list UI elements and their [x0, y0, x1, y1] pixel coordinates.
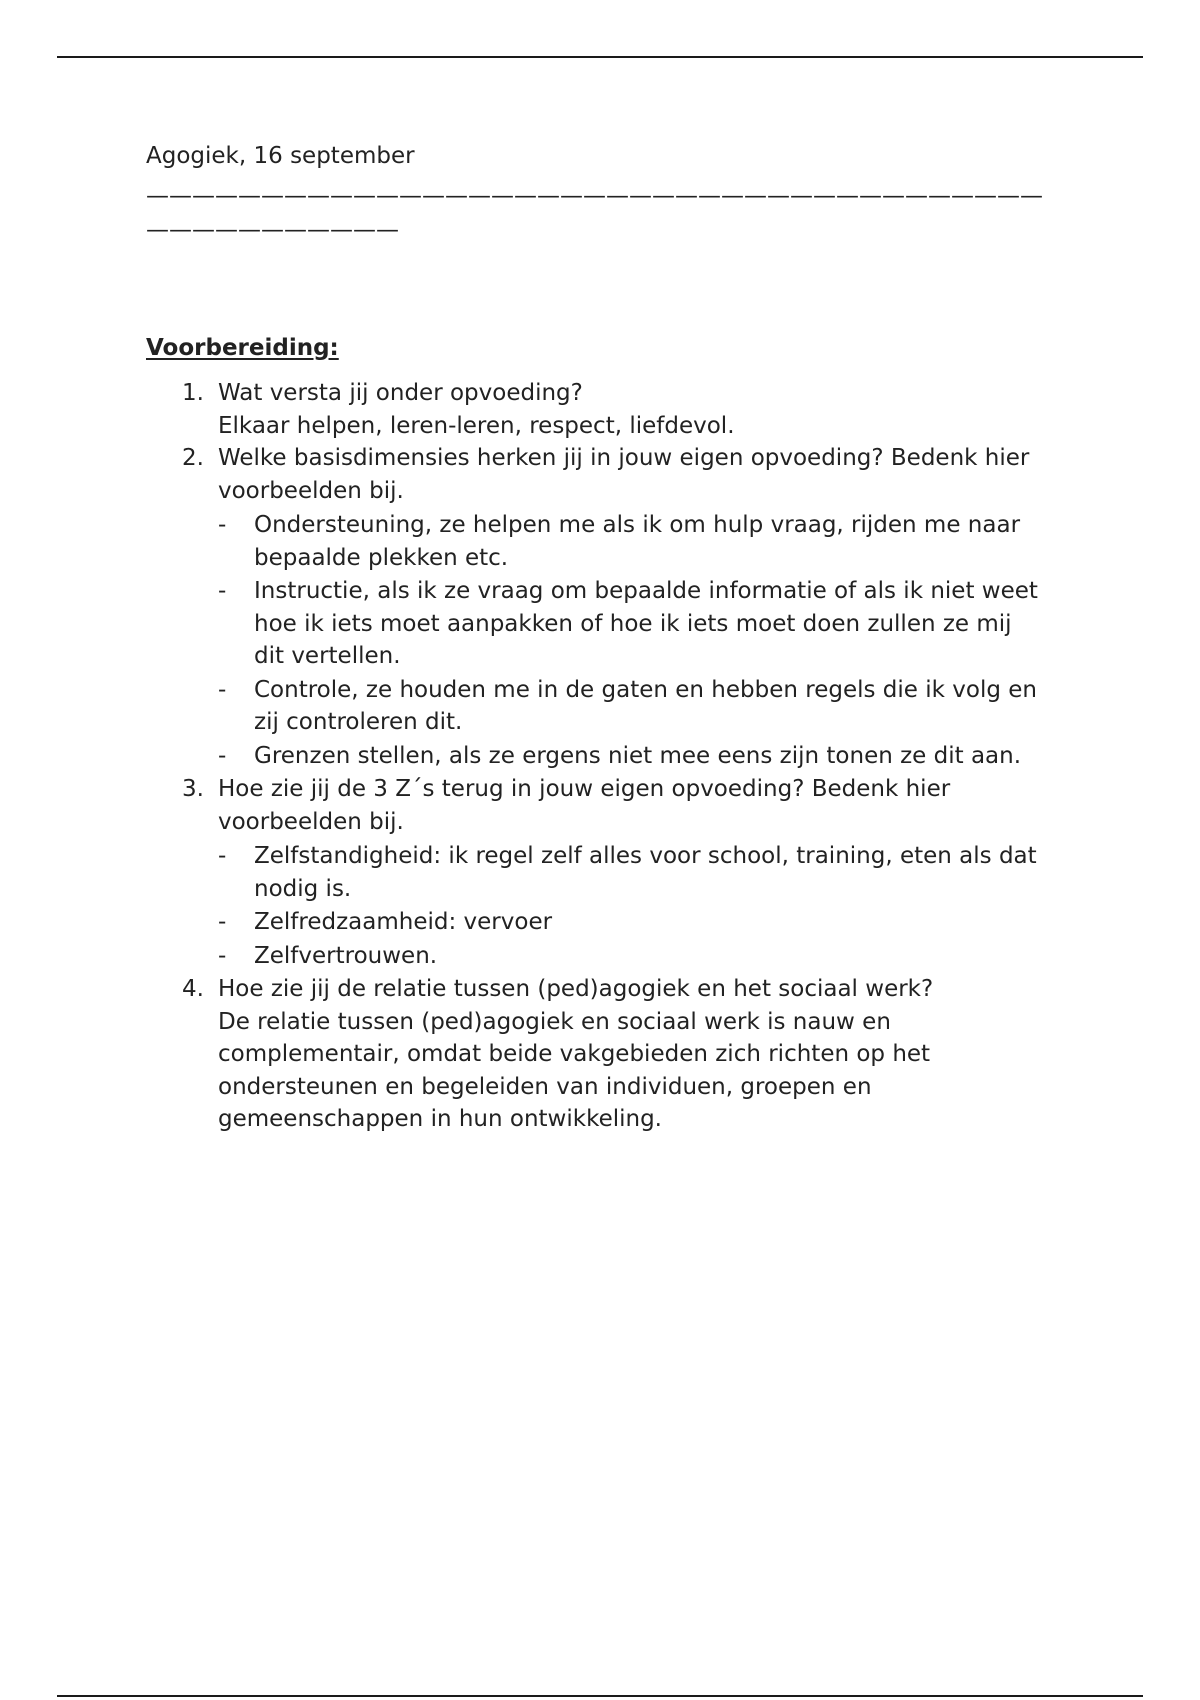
bullet-dash: - [218, 843, 227, 869]
question-text: Hoe zie jij de 3 Z´s terug in jouw eigen opvoeding? Bedenk hier voorbeelden bij. [218, 776, 951, 835]
bullet-dash: - [218, 909, 227, 935]
answer-bullet [218, 840, 1046, 905]
bullet-dash: - [218, 742, 227, 769]
bullet-text: Instructie, als ik ze vraag om bepaalde informatie of als ik niet weet hoe ik iets moet aanpakken of hoe ik iets moet doen zullen ze mij dit vertellen. [254, 578, 1038, 669]
question-item [146, 973, 1046, 1136]
answer-bullet [218, 940, 1046, 973]
question-item [146, 773, 1046, 972]
answer-bullet [218, 575, 1046, 673]
section-heading: Voorbereiding: [146, 334, 339, 361]
question-number: 3. [182, 776, 204, 802]
answer-bullet [218, 509, 1046, 574]
bullet-dash: - [218, 676, 227, 703]
bullet-dash: - [218, 512, 227, 538]
answer-bullet [218, 740, 1046, 773]
question-item [146, 442, 1046, 772]
page-bottom-rule [57, 1695, 1143, 1697]
question-text: Hoe zie jij de relatie tussen (ped)agogiek en het sociaal werk? [218, 976, 934, 1002]
bullet-text: Zelfstandigheid: ik regel zelf alles voor school, training, eten als dat nodig is. [254, 843, 1037, 902]
document-body [146, 140, 1046, 1136]
bullet-text: Controle, ze houden me in de gaten en hebben regels die ik volg en zij controleren dit. [254, 676, 1037, 735]
question-text: Wat versta jij onder opvoeding? [218, 380, 583, 406]
question-number: 1. [182, 380, 204, 406]
bullet-text: Zelfredzaamheid: vervoer [254, 909, 553, 935]
answer-bullet-list [218, 509, 1046, 772]
question-number: 2. [182, 445, 204, 471]
answer-bullet [218, 906, 1046, 939]
question-list [146, 377, 1046, 1136]
page-top-rule [57, 56, 1143, 58]
question-answer: De relatie tussen (ped)agogiek en sociaal werk is nauw en complementair, omdat beide vakgebieden zich richten op het ondersteunen en begeleiden van individuen, groepen en gemeenschappen in hun ontwikkeling. [218, 1008, 931, 1132]
document-title: Agogiek, 16 september [146, 143, 415, 169]
answer-bullet [218, 674, 1046, 739]
question-answer: Elkaar helpen, leren-leren, respect, liefdevol. [218, 412, 735, 439]
bullet-text: Ondersteuning, ze helpen me als ik om hulp vraag, rijden me naar bepaalde plekken etc. [254, 512, 1021, 571]
bullet-dash: - [218, 942, 227, 969]
question-number: 4. [182, 976, 204, 1002]
answer-bullet-list [218, 840, 1046, 972]
bullet-dash: - [218, 578, 227, 604]
bullet-text: Grenzen stellen, als ze ergens niet mee eens zijn tonen ze dit aan. [254, 742, 1022, 769]
question-item [146, 377, 1046, 442]
separator-line: —————————————————————————————————————————————————— [146, 182, 1043, 243]
question-text: Welke basisdimensies herken jij in jouw eigen opvoeding? Bedenk hier voorbeelden bij. [218, 445, 1030, 504]
bullet-text: Zelfvertrouwen. [254, 942, 438, 969]
